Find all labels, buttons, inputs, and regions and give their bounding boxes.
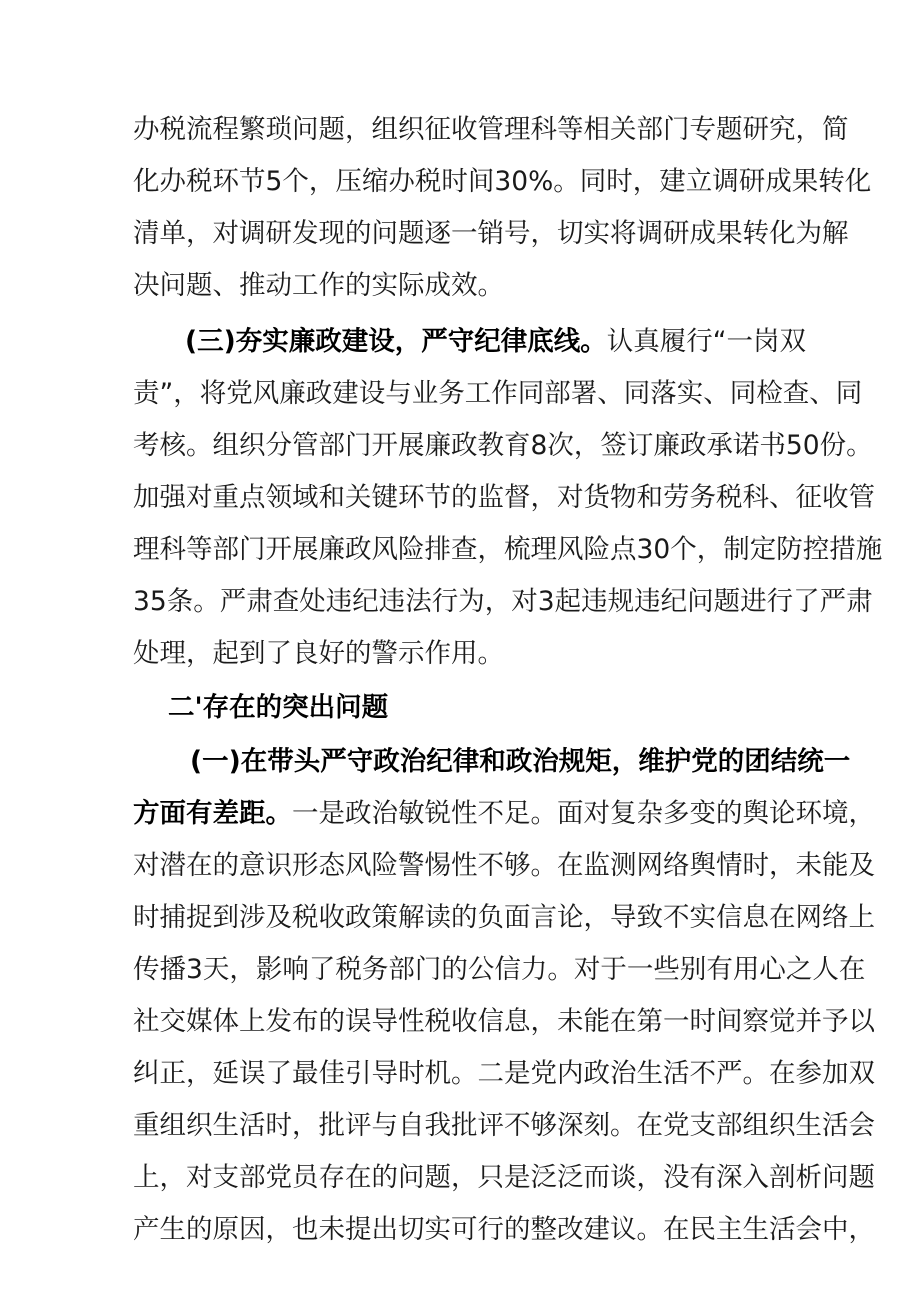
paragraph-line: 纠正，延误了最佳引导时机。二是党内政治生活不严。在参加双	[133, 1058, 875, 1089]
section-heading: 二'存在的突出问题	[168, 692, 389, 723]
paragraph-line: 产生的原因，也未提出切实可行的整改建议。在民主生活会中，	[133, 1214, 875, 1245]
paragraph-line: 化办税环节5个，压缩办税时间30%。同时，建立调研成果转化	[133, 166, 872, 197]
paragraph-line: 责”，将党风廉政建设与业务工作同部署、同落实、同检查、同	[133, 378, 863, 409]
paragraph-line: 社交媒体上发布的误导性税收信息，未能在第一时间察觉并予以	[133, 1006, 875, 1037]
paragraph-line: 传播3天，影响了税务部门的公信力。对于一些别有用心之人在	[133, 954, 866, 985]
paragraph-line: 理科等部门开展廉政风险排查，梳理风险点30个，制定防控措施	[133, 534, 883, 565]
paragraph-line: 决问题、推动工作的实际成效。	[133, 270, 504, 301]
paragraph-line: 清单，对调研发现的问题逐一销号，切实将调研成果转化为解	[133, 218, 849, 249]
paragraph-line: 处理，起到了良好的警示作用。	[133, 638, 504, 669]
paragraph-heading-line	[133, 794, 875, 834]
paragraph-line: 加强对重点领域和关键环节的监督，对货物和劳务税科、征收管	[133, 482, 875, 513]
subheading-bold-line: (一)在带头严守政治纪律和政治规矩，维护党的团结统一	[190, 746, 851, 777]
paragraph-text: 认真履行“一岗双	[606, 326, 806, 357]
paragraph-heading-line	[185, 322, 806, 362]
paragraph-line: 重组织生活时，批评与自我批评不够深刻。在党支部组织生活会	[133, 1110, 875, 1141]
paragraph-line: 办税流程繁琐问题，组织征收管理科等相关部门专题研究，简	[133, 114, 849, 145]
paragraph-line: 对潜在的意识形态风险警惕性不够。在监测网络舆情时，未能及	[133, 850, 875, 881]
paragraph-line: 考核。组织分管部门开展廉政教育8次，签订廉政承诺书50份。	[133, 430, 873, 461]
paragraph-text: 一是政治敏锐性不足。面对复杂多变的舆论环境，	[292, 798, 875, 829]
paragraph-line: 上，对支部党员存在的问题，只是泛泛而谈，没有深入剖析问题	[133, 1162, 875, 1193]
subheading-bold: (三)夯实廉政建设，严守纪律底线。	[185, 326, 607, 357]
paragraph-line: 时捕捉到涉及税收政策解读的负面言论，导致不实信息在网络上	[133, 902, 875, 933]
subheading-bold: 方面有差距。	[133, 798, 292, 829]
paragraph-line: 35条。严肃查处违纪违法行为，对3起违规违纪问题进行了严肃	[133, 586, 873, 617]
